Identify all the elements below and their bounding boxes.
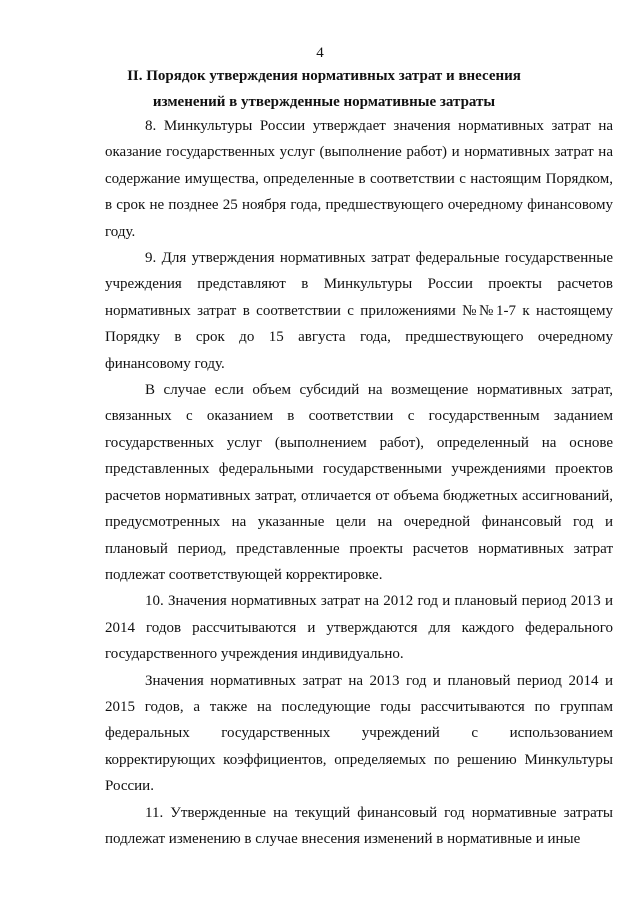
paragraph-9-subsidy-case: В случае если объем субсидий на возмещение нормативных затрат, связанных с оказанием в соответствии с государственным заданием государственных услуг (выполнением работ), определенный на основе представленных федеральными государственными учреждениями проектов расчетов нормативных затрат, отличается от объема бюджетных ассигнований, предусмотренных на указанные цели на очередной финансовый год и плановый период, представленные проекты расчетов нормативных затрат подлежат соответствующей корректировке. [105, 382, 613, 583]
section-heading: II. Порядок утверждения нормативных затрат и внесения изменений в утвержденные нормативные затраты [127, 68, 521, 110]
page-number: 4 [316, 45, 324, 61]
document-body [105, 113, 613, 852]
paragraph-10: 10. Значения нормативных затрат на 2012 год и плановый период 2013 и 2014 годов рассчитываются и утверждаются для каждого федерального государственного учреждения индивидуально. [105, 593, 613, 663]
paragraph-8: 8. Минкультуры России утверждает значения нормативных затрат на оказание государственных услуг (выполнение работ) и нормативных затрат на содержание имущества, определенные в соответствии с настоящим Порядком, в срок не позднее 25 ноября года, предшествующего очередному финансовому году. [105, 118, 613, 240]
paragraph-9: 9. Для утверждения нормативных затрат федеральные государственные учреждения представляют в Минкультуры России проекты расчетов нормативных затрат в соответствии с приложениями №№1-7 к настоящему Порядку в срок до 15 августа года, предшествующего очередному финансовому году. [105, 250, 613, 372]
paragraph-10-group-values: Значения нормативных затрат на 2013 год и плановый период 2014 и 2015 годов, а также на последующие годы рассчитываются по группам федеральных государственных учреждений с использованием корректирующих коэффициентов, определяемых по решению Минкультуры России. [105, 672, 613, 795]
paragraph-11: 11. Утвержденные на текущий финансовый год нормативные затраты подлежат изменению в случае внесения изменений в нормативные и иные [105, 804, 613, 847]
